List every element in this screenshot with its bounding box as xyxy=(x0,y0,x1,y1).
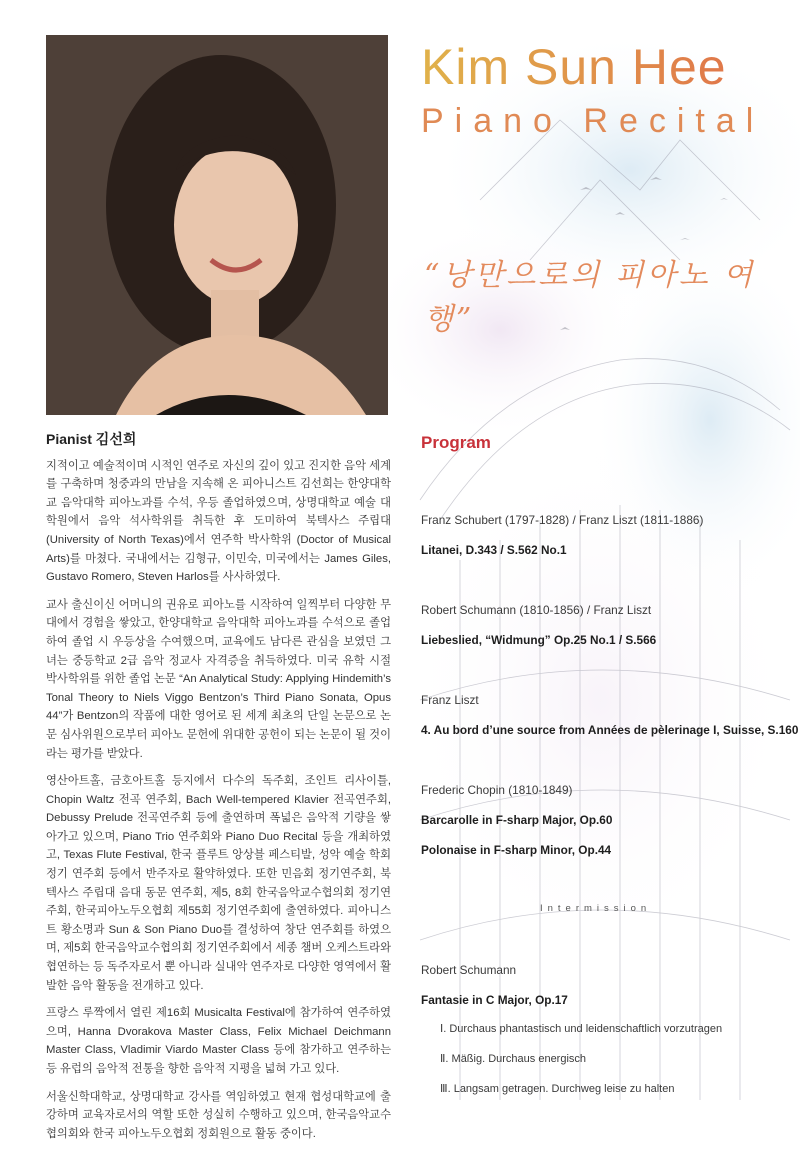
recital-korean-title: “낭만으로의 피아노 여행” xyxy=(424,258,756,337)
biography-paragraph: 영산아트홀, 금호아트홀 등지에서 다수의 독주회, 조인트 리사이틀, Chopin Waltz 전곡 연주회, Bach Well-tempered Klavier 전곡연주회, Debussy Prelude 전곡연주회 등에 출연하며 폭넓은 음악적 기량을 쌓아가고 있으며, Piano Trio 연주회와 Piano Duo Recital 등을 개최하였고, Texas Flute Festival, 한국 플루트 앙상블 페스티발, 성악 예술 학회 정기 연주회 등에서 반주자로 활약하였다. 또한 민음회 정기연주회, 북텍사스 주립대 음대 동문 연주회, 제5, 8회 한국음악교수협의회 정기연주회, 한국피아노두오협회 제55회 정기연주회에 출연하였다. 피아니스트 황소명과 Sun & Son Piano Duo를 결성하여 창단 연주회를 하였으며, 제5회 한국음악교수협의회 정기연주회에서 세종 챔버 오케스트라와 협연하는 등 독주자로서 뿐 아니라 실내악 연주자로 다양한 영역에서 활발한 음악 활동을 전개하고 있다. xyxy=(46,775,391,992)
program-work: Polonaise in F-sharp Minor, Op.44 xyxy=(421,843,612,857)
program-composer: Franz Liszt xyxy=(421,693,479,707)
pianist-biography xyxy=(46,430,391,1152)
biography-paragraph: 교사 출신이신 어머니의 권유로 피아노를 시작하여 일찍부터 다양한 무대에서 경험을 쌓았고, 한양대학교 음악대학 피아노과를 수석으로 졸업하여 졸업 시 우등상을 수여했으며, 교육에도 남다른 관심을 보였던 그녀는 중등학교 2급 음악 정교사 자격증을 취득하였다. 미국 유학 시절 박사학위를 위한 졸업 논문 “An Analytical Study: Applying Hindemith’s Tonal Theory to Niels Viggo Bentzon’s Third Piano Sonata, Opus 44”가 Bentzon의 작품에 대한 영어로 된 세계 최초의 단일 논문으로 논문 심사위원으로부터 피아노 문헌에 위대한 공헌이 되는 논문이 될 것이라는 평가를 받았다. xyxy=(46,598,391,760)
program-work: Fantasie in C Major, Op.17 xyxy=(421,993,568,1007)
biography-paragraph: 프랑스 루짝에서 열린 제16회 Musicalta Festival에 참가하여 연주하였으며, Hanna Dvorakova Master Class, Felix Michael Deichmann Master Class, Vladimir Viardo Master Class 등에 참가하고 연주하는 등 유럽의 음악적 전통을 향한 음악적 지평을 넓혀 가고 있다. xyxy=(46,1007,391,1075)
intermission-label: Intermission xyxy=(540,903,652,914)
program-composer: Frederic Chopin (1810-1849) xyxy=(421,783,573,797)
program-composer: Robert Schumann (1810-1856) / Franz Liszt xyxy=(421,603,652,617)
program-work: Barcarolle in F-sharp Major, Op.60 xyxy=(421,813,613,827)
program-movement: Ⅲ. Langsam getragen. Durchweg leise zu halten xyxy=(440,1083,675,1095)
pianist-portrait-photo xyxy=(46,35,388,415)
biography-paragraph: 서울신학대학교, 상명대학교 강사를 역임하였고 현재 협성대학교에 출강하며 교육자로서의 역할 또한 성실히 수행하고 있으며, 한국음악교수협의회와 한국 피아노두오협회 정회원으로 활동 중이다. xyxy=(46,1090,391,1140)
program-movement: Ⅱ. Mäßig. Durchaus energisch xyxy=(440,1053,587,1065)
biography-paragraph: 지적이고 예술적이며 시적인 연주로 자신의 깊이 있고 진지한 음악 세계를 구축하며 청중과의 만남을 지속해 온 피아니스트 김선희는 한양대학교 음악대학 피아노과를 수석, 우등 졸업하였으며, 상명대학교 예술 대학원에서 음악 석사학위를 취득한 후 도미하여 북텍사스 주립대(University of North Texas)에서 연주학 박사학위 (Doctor of Musical Arts)를 마쳤다. 국내에서는 김형규, 이민숙, 미국에서는 James Giles, Gustavo Romero, Steven Harlos를 사사하였다. xyxy=(46,459,391,584)
recital-title-subtitle: Piano Recital xyxy=(421,102,765,140)
program-work: Litanei, D.343 / S.562 No.1 xyxy=(421,543,567,557)
program-work: Liebeslied, “Widmung” Op.25 No.1 / S.566 xyxy=(421,633,657,647)
program-composer: Robert Schumann xyxy=(421,963,517,977)
program-composer: Franz Schubert (1797-1828) / Franz Liszt (1811-1886) xyxy=(421,513,704,527)
program-movement: Ⅰ. Durchaus phantastisch und leidenschaftlich vorzutragen xyxy=(440,1023,723,1035)
biography-heading: Pianist 김선희 xyxy=(46,431,137,447)
program-work: 4. Au bord d’une source from Années de pèlerinage I, Suisse, S.160 xyxy=(421,723,799,737)
recital-title-name: Kim Sun Hee xyxy=(421,39,727,95)
program-heading: Program xyxy=(421,433,491,452)
